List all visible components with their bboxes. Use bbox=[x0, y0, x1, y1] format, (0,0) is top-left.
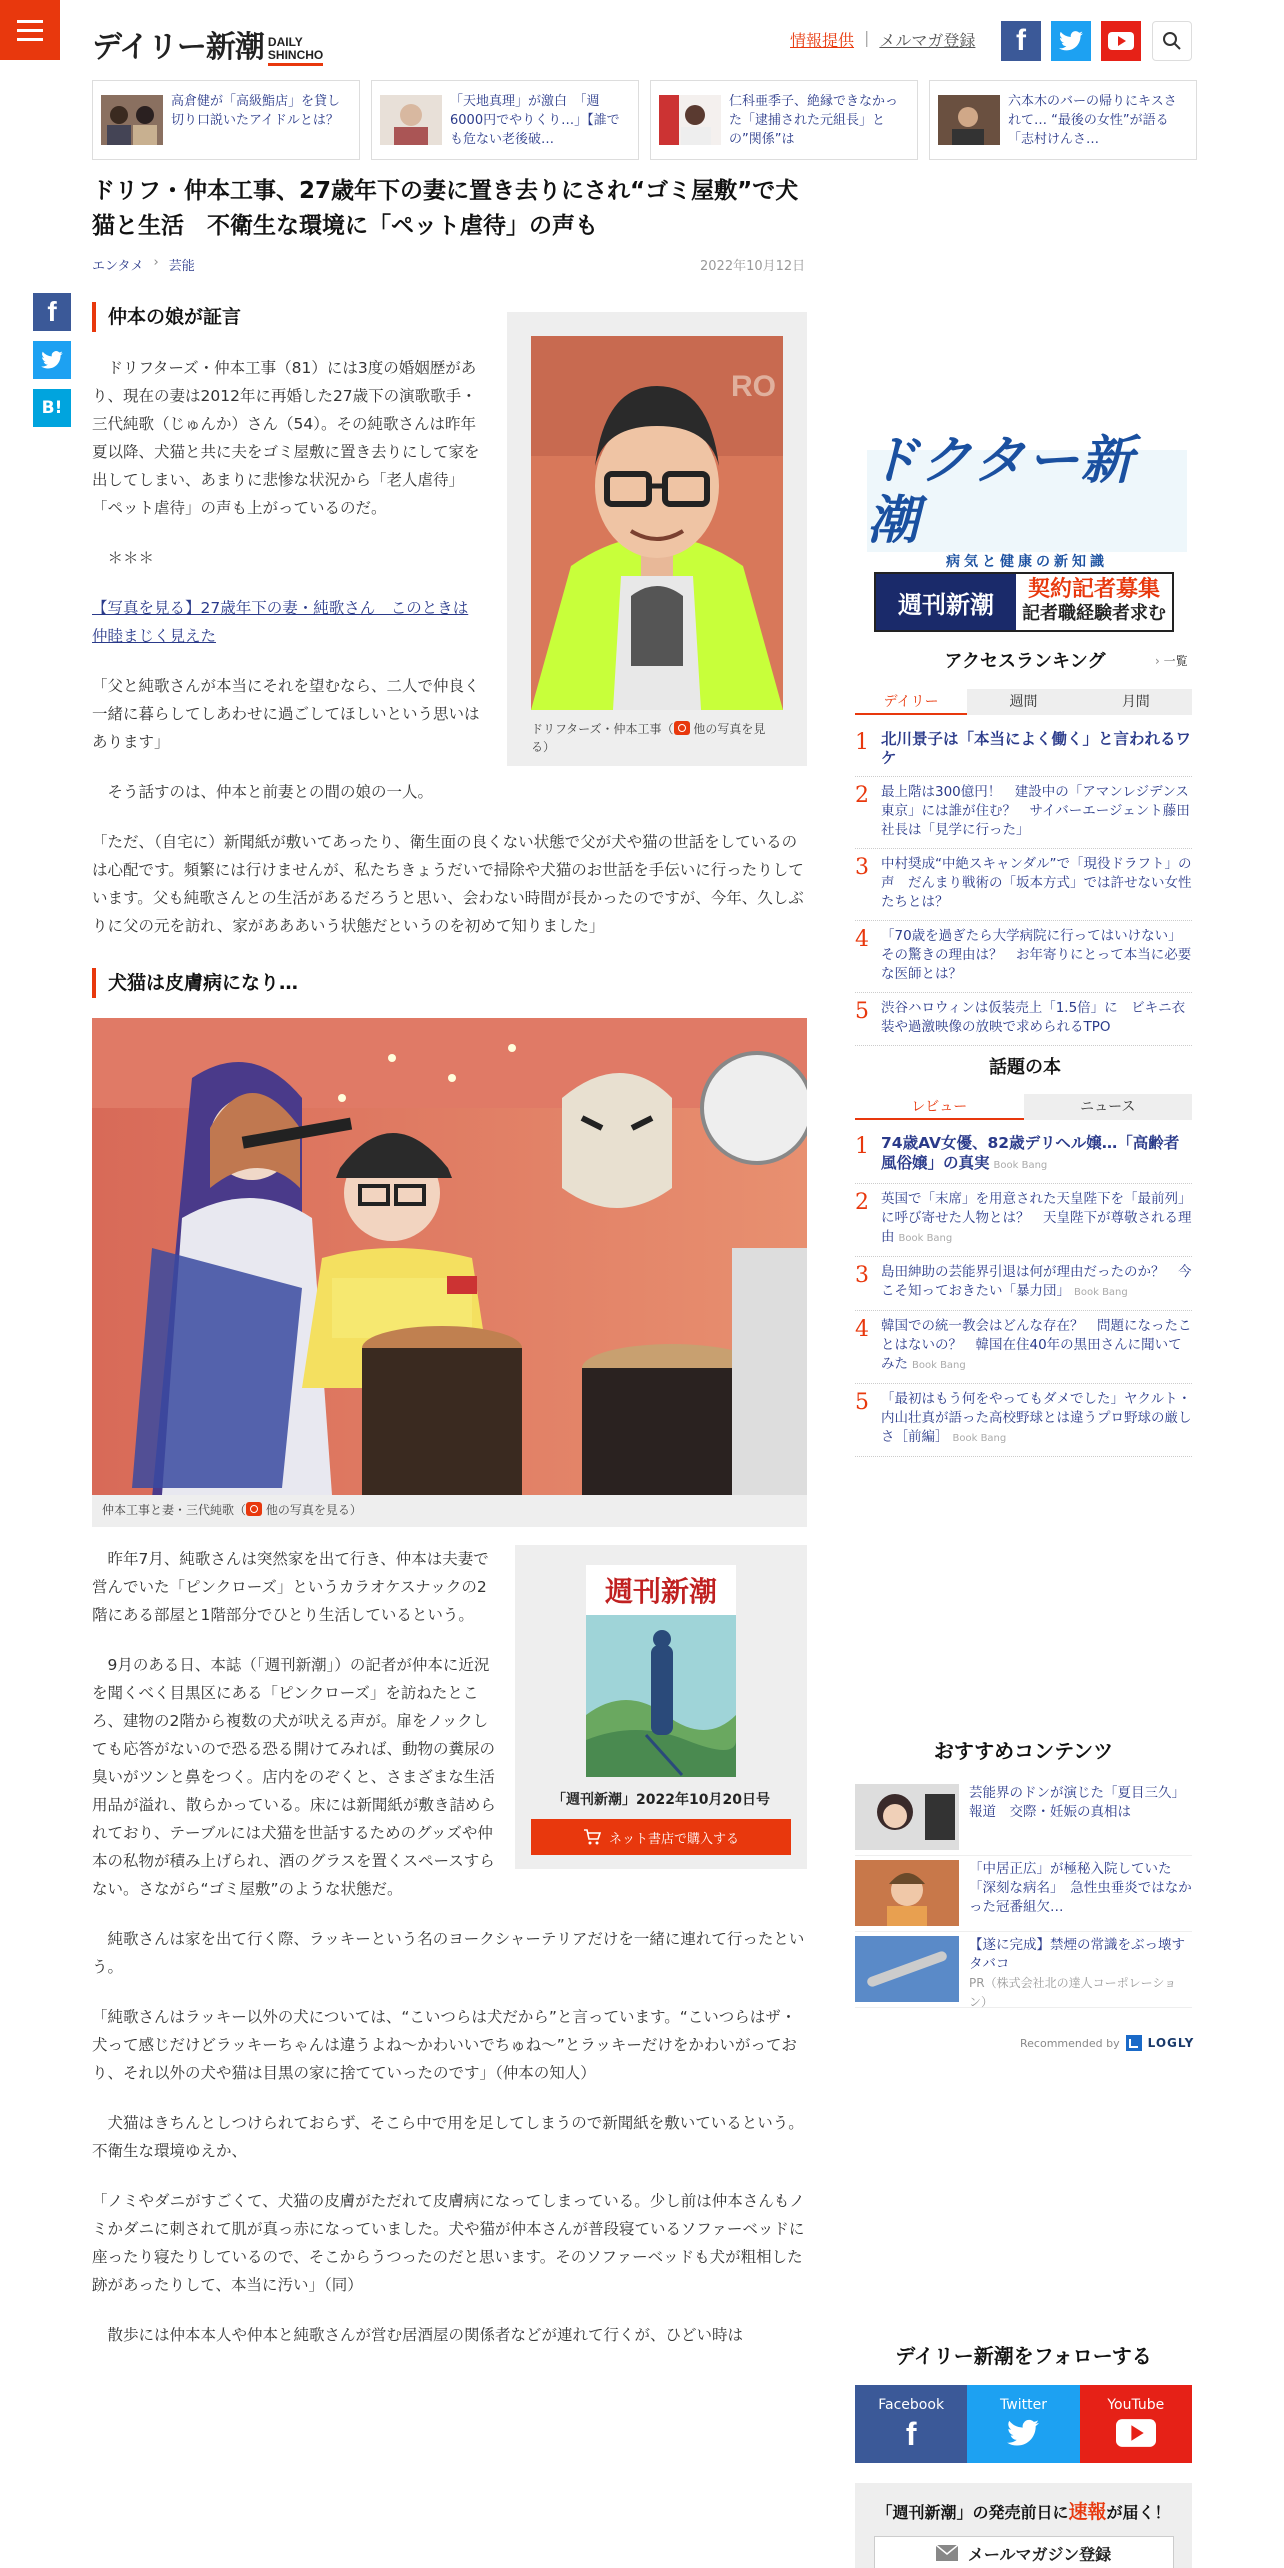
top-picks bbox=[92, 80, 1197, 160]
pick-item[interactable]: 「天地真理」が激白 「週6000円でやりくり…」【誰でも危ない老後破… bbox=[371, 80, 639, 160]
follow-twitter[interactable]: Twitter bbox=[967, 2385, 1079, 2463]
list-item[interactable]: 3 中村奨成“中絶スキャンダル”で「現役ドラフト」の声 だんまり戦術の「坂本方式」では許せない女性たちとは？ bbox=[855, 849, 1192, 921]
newsletter-box: 「週刊新潮」の発売前日に速報が届く！ メールマガジン登録 bbox=[855, 2483, 1192, 2568]
magazine-caption: 「週刊新潮」2022年10月20日号 bbox=[552, 1792, 770, 1808]
paragraph bbox=[92, 594, 482, 650]
tab-weekly[interactable]: 週間 bbox=[967, 689, 1079, 715]
share-facebook-icon[interactable]: f bbox=[33, 293, 71, 331]
chevron-right-icon: › bbox=[1155, 654, 1160, 668]
menu-button[interactable] bbox=[0, 0, 60, 60]
twitter-icon bbox=[1007, 2419, 1039, 2447]
tab-news[interactable]: ニュース bbox=[1024, 1094, 1193, 1120]
recommend-item[interactable]: 芸能界のドンが演じた「夏目三久」報道 交際・妊娠の真相は bbox=[855, 1780, 1192, 1856]
list-item[interactable]: 4 「70歳を過ぎたら大学病院に行ってはいけない」その驚きの理由は？ お年寄りにとって本当に必要な医師とは？ bbox=[855, 921, 1192, 993]
logly-icon bbox=[1126, 2035, 1142, 2051]
recommend-title: おすすめコンテンツ bbox=[933, 1739, 1114, 1763]
header-links: 情報提供 | メルマガ登録 bbox=[790, 28, 976, 50]
pick-thumbnail bbox=[380, 95, 442, 145]
paragraph: 昨年7月、純歌さんは突然家を出て行き、仲本は夫妻で営んでいた「ピンクローズ」というカラオケスナックの2階にある部屋と1階部分でひとり生活しているという。 bbox=[92, 1550, 489, 1624]
logo-jp: デイリー新潮 bbox=[92, 30, 264, 65]
svg-text:RO: RO bbox=[731, 370, 776, 403]
paragraph: そう話すのは、仲本と前妻との間の娘の一人。 bbox=[107, 783, 434, 801]
list-item[interactable]: 5 「最初はもう何をやってもダメでした」ヤクルト・内山壮真が語った高校野球とは違うプロ野球の厳しさ［前編］ Book Bang bbox=[855, 1384, 1192, 1457]
twitter-icon[interactable] bbox=[1051, 21, 1091, 61]
books-tabs bbox=[855, 1094, 1192, 1120]
facebook-icon[interactable]: f bbox=[1001, 21, 1041, 61]
paragraph: 「ただ、（自宅に）新聞紙が敷いてあったり、衛生面の良くない状態で父が犬や猫の世話をしているのは心配です。頻繁には行けませんが、私たちきょうだいで掃除や犬猫のお世話を手伝いに行ったりしています。父も純歌さんとの生活があるだろうと思い、会わない時間が長かったのですが、今年、久しぶりに父の元を訪れ、家があああいう状態だというのを初めて知りました」 bbox=[92, 833, 804, 935]
follow-youtube[interactable]: YouTube bbox=[1080, 2385, 1192, 2463]
recommend-item[interactable]: 「中居正広」が極秘入院していた「深刻な病名」 急性虫垂炎ではなかった冠番組欠… bbox=[855, 1856, 1192, 1932]
facebook-icon: f bbox=[905, 2416, 917, 2452]
pick-item[interactable]: 仁科亜季子、絶縁できなかった「逮捕された元組長」との”関係”は bbox=[650, 80, 918, 160]
pick-item[interactable]: 高倉健が「高級鮨店」を貸し切り口説いたアイドルとは？ bbox=[92, 80, 360, 160]
logo-en: DAILY SHINCHO bbox=[268, 36, 323, 66]
recommend-item[interactable]: 【遂に完成】禁煙の常識をぶっ壊すタバコ PR（株式会社北の達人コーポレーション） bbox=[855, 1932, 1192, 2008]
figure-caption: ドリフターズ・仲本工事（ 他の写真を見る） bbox=[531, 722, 766, 754]
newsletter-button[interactable]: メールマガジン登録 bbox=[874, 2536, 1174, 2568]
ranking-more-link[interactable]: › 一覧 bbox=[1155, 654, 1188, 668]
list-item[interactable]: 3 島田紳助の芸能界引退は何が理由だったのか？ 今こそ知っておきたい「暴力団」 Book Bang bbox=[855, 1257, 1192, 1311]
photo-nakamoto[interactable] bbox=[531, 336, 783, 710]
recommend-thumbnail bbox=[855, 1860, 959, 1926]
ranking-tabs bbox=[855, 689, 1192, 715]
paragraph: 純歌さんは家を出て行く際、ラッキーという名のヨークシャーテリアだけを一緒に連れて行ったという。 bbox=[92, 1930, 805, 1976]
list-item[interactable]: 4 韓国での統一教会はどんな存在？ 問題になったことはないの？ 韓国在住40年の黒田さんに聞いてみた Book Bang bbox=[855, 1311, 1192, 1384]
youtube-icon bbox=[1116, 2419, 1156, 2447]
pick-thumbnail bbox=[101, 95, 163, 145]
tab-daily[interactable]: デイリー bbox=[855, 689, 967, 715]
newsletter-link[interactable]: メルマガ登録 bbox=[879, 31, 976, 50]
list-item[interactable]: 5 渋谷ハロウィンは仮装売上「1.5倍」に ビキニ衣装や過激映像の放映で求められるTPO bbox=[855, 993, 1192, 1046]
article-date: 2022年10月12日 bbox=[700, 259, 806, 274]
list-item[interactable]: 1 北川景子は「本当によく働く」と言われるワケ bbox=[855, 724, 1192, 777]
follow-title: デイリー新潮をフォローする bbox=[895, 2344, 1152, 2368]
ranking-title: アクセスランキング bbox=[944, 651, 1106, 672]
cart-icon bbox=[583, 1829, 601, 1845]
site-logo[interactable] bbox=[92, 22, 323, 66]
article-title: ドリフ・仲本工事、27歳年下の妻に置き去りにされ“ゴミ屋敷”で犬猫と生活 不衛生な環境に「ペット虐待」の声も bbox=[92, 178, 799, 239]
ad-doctor-shincho[interactable]: ドクター新潮 病気と健康の新知識 bbox=[867, 450, 1187, 552]
more-photos-link[interactable]: 他の写真を見る bbox=[531, 722, 766, 754]
paragraph: 「父と純歌さんが本当にそれを望むなら、二人で仲良く一緒に暮らしてしあわせに過ごしてほしいという思いはあります」 bbox=[92, 677, 480, 751]
list-item[interactable]: 2 最上階は300億円！ 建設中の「アマンレジデンス東京」には誰が住む？ サイバーエージェント藤田社長は「見学に行った」 bbox=[855, 777, 1192, 849]
paragraph: 9月のある日、本誌（「週刊新潮」）の記者が仲本に近況を聞くべく目黒区にある「ピンクローズ」を訪ねたところ、建物の2階から複数の犬が吠える声が。扉をノックしても応答がないので恐る恐る開けてみれば、動物の糞尿の臭いがツンと鼻をつく。店内をのぞくと、さまざまな生活用品が溢れ、散らかっている。床には新聞紙が敷き詰められており、テーブルには犬猫を世話するためのグッズや仲本の私物が積み上げられ、酒のグラスを置くスペースすらない。さながら“ゴミ屋敷”のような状態だ。 bbox=[92, 1656, 496, 1898]
pick-item[interactable]: 六本木のバーの帰りにキスされて… “最後の女性”が語る「志村けんさ… bbox=[929, 80, 1197, 160]
mail-icon bbox=[936, 2545, 958, 2561]
info-link[interactable]: 情報提供 bbox=[790, 31, 855, 50]
breadcrumb-entertainment[interactable]: エンタメ bbox=[92, 259, 144, 274]
photo-link[interactable]: 【写真を見る】27歳年下の妻・純歌さん このときは仲睦まじく見えた bbox=[92, 599, 469, 645]
search-icon[interactable] bbox=[1152, 21, 1192, 61]
paragraph: 犬猫はきちんとしつけられておらず、そこら中で用を足してしまうので新聞紙を敷いているという。不衛生な環境ゆえか、 bbox=[92, 2114, 804, 2160]
more-photos-link[interactable]: 他の写真を見る bbox=[265, 1503, 350, 1517]
photo-couple[interactable] bbox=[92, 1018, 807, 1495]
list-item[interactable]: 1 74歳AV女優、82歳デリヘル嬢…「高齢者風俗嬢」の真実 Book Bang bbox=[855, 1128, 1192, 1184]
tab-review[interactable]: レビュー bbox=[855, 1094, 1024, 1120]
pick-thumbnail bbox=[938, 95, 1000, 145]
paragraph: ドリフターズ・仲本工事（81）には3度の婚姻歴があり、現在の妻は2012年に再婚した27歳下の演歌歌手・三代純歌（じゅんか）さん（54）。その純歌さんは昨年夏以降、犬猫と共に夫をゴミ屋敷に置き去りにして家を出してしまい、あまりに悲惨な状況から「老人虐待」「ペット虐待」の声も上がっているのだ。 bbox=[92, 359, 480, 517]
books-title: 話題の本 bbox=[989, 1057, 1061, 1078]
figure-portrait bbox=[507, 312, 807, 766]
list-item[interactable]: 2 英国で「末席」を用意された天皇陛下を「最前列」に呼び寄せた人物とは？ 天皇陛下が尊敬される理由 Book Bang bbox=[855, 1184, 1192, 1257]
recommend-thumbnail bbox=[855, 1784, 959, 1850]
recommend-thumbnail bbox=[855, 1936, 959, 2002]
svg-text:週刊新潮: 週刊新潮 bbox=[604, 1575, 718, 1608]
recommended-by: Recommended by LOGLY bbox=[1020, 2036, 1195, 2050]
section-heading: 犬猫は皮膚病になり… bbox=[92, 968, 807, 998]
pick-thumbnail bbox=[659, 95, 721, 145]
figure-wide bbox=[92, 1018, 807, 1527]
paragraph: 散歩には仲本本人や仲本と純歌さんが営む居酒屋の関係者などが連れて行くが、ひどい時は bbox=[107, 2326, 744, 2344]
section-heading: 仲本の娘が証言 bbox=[92, 302, 807, 332]
follow-facebook[interactable]: Facebook f bbox=[855, 2385, 967, 2463]
camera-icon bbox=[246, 1502, 262, 1516]
books-list bbox=[855, 1128, 1192, 1457]
camera-icon bbox=[674, 721, 690, 735]
magazine-cover[interactable] bbox=[586, 1565, 736, 1777]
chevron-right-icon: › bbox=[153, 255, 159, 270]
breadcrumb bbox=[92, 255, 195, 274]
breadcrumb-geinou[interactable]: 芸能 bbox=[168, 259, 195, 274]
share-hatena-icon[interactable]: B! bbox=[33, 389, 71, 427]
recommend-list bbox=[855, 1780, 1192, 2008]
ranking-list bbox=[855, 724, 1192, 1046]
youtube-icon[interactable] bbox=[1101, 21, 1141, 61]
paragraph: ＊＊＊ bbox=[107, 549, 155, 567]
magazine-box bbox=[515, 1545, 807, 1869]
buy-button[interactable]: ネット書店で購入する bbox=[531, 1819, 791, 1855]
share-twitter-icon[interactable] bbox=[33, 341, 71, 379]
follow-buttons bbox=[855, 2385, 1192, 2463]
tab-monthly[interactable]: 月間 bbox=[1080, 689, 1192, 715]
paragraph: 「ノミやダニがすごくて、犬猫の皮膚がただれて皮膚病になってしまっている。少し前は仲本さんもノミかダニに刺されて肌が真っ赤になっていました。犬や猫が仲本さんが普段寝ているソファーベッドに座ったり寝たりしているので、そこからうつったのだと思います。そのソファーベッドも犬が粗相した跡があったりして、本当に汚い」（同） bbox=[92, 2192, 805, 2294]
figure-caption: 仲本工事と妻・三代純歌（ 他の写真を見る） bbox=[102, 1503, 362, 1517]
ad-weekly-recruit[interactable]: 週刊新潮 契約記者募集 記者職経験者求む bbox=[874, 572, 1174, 632]
paragraph: 「純歌さんはラッキー以外の犬については、“こいつらは犬だから”と言っています。“こいつらはザ・犬って感じだけどラッキーちゃんは違うよね～かわいいでちゅね～”とラッキーだけをかわいがっており、それ以外の犬や猫は目黒の家に捨てていったのです」（仲本の知人） bbox=[92, 2008, 797, 2082]
